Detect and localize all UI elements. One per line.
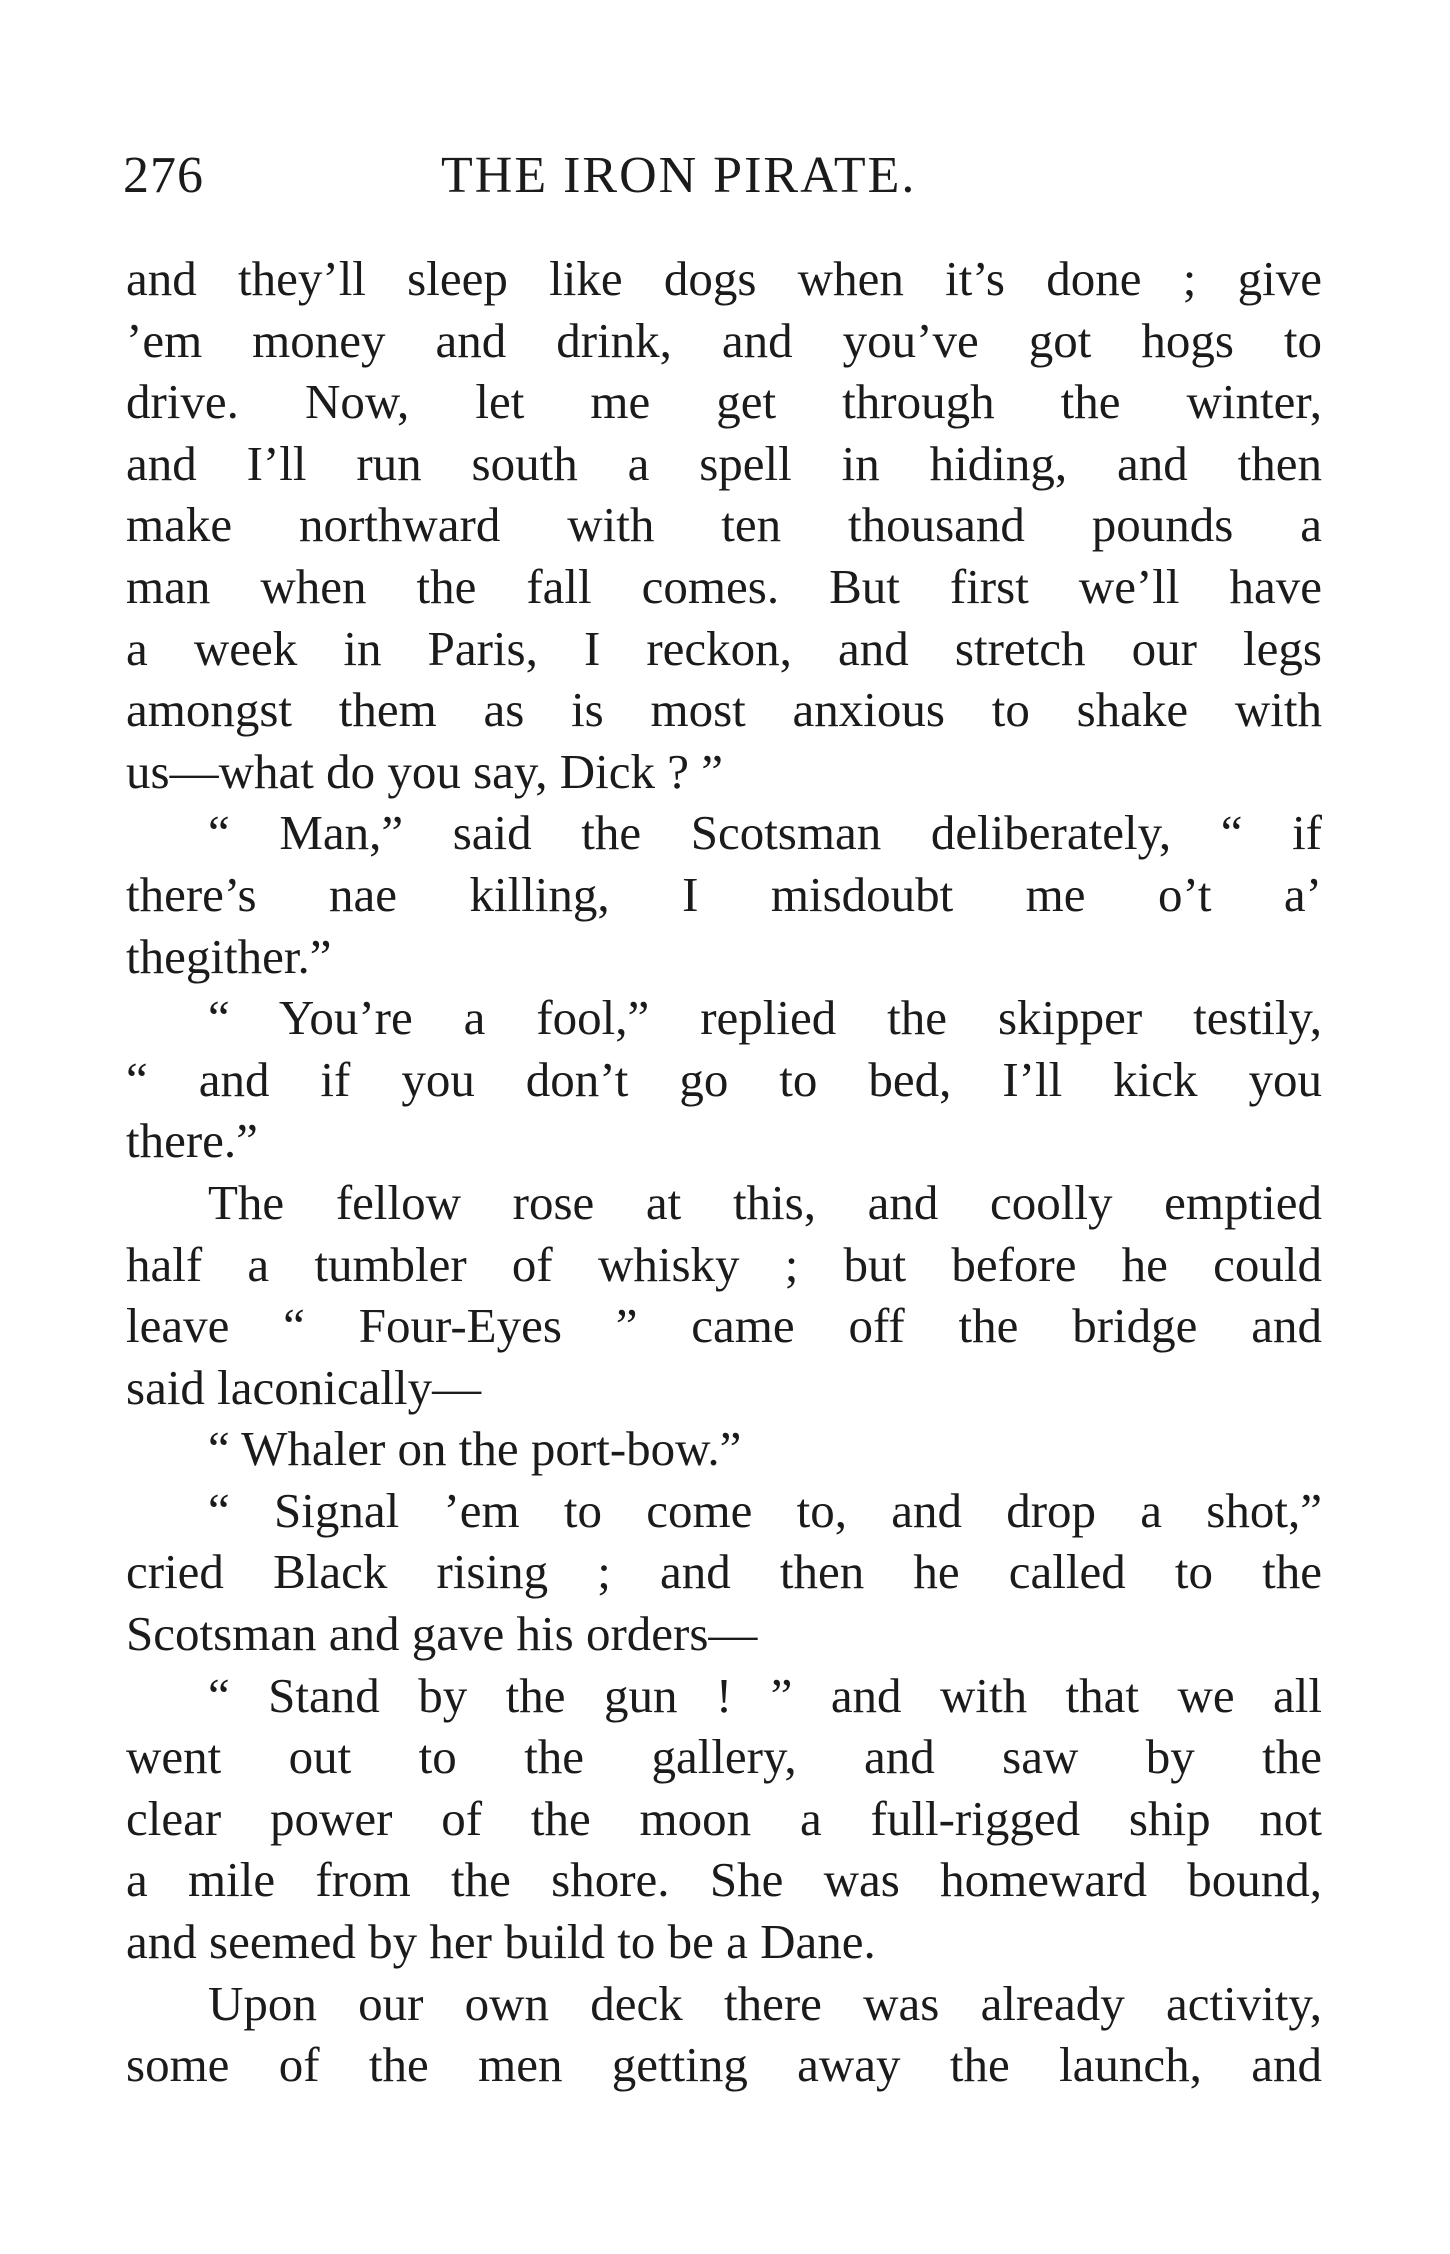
text-line: man when the fall comes. But first we’ll have <box>126 558 1322 614</box>
text-line: some of the men getting away the launch, and <box>126 2037 1322 2093</box>
text-line: half a tumbler of whisky ; but before he could <box>126 1236 1322 1292</box>
text-line: make northward with ten thousand pounds a <box>126 497 1322 553</box>
text-line: a mile from the shore. She was homeward bound, <box>126 1852 1322 1908</box>
text-line: leave “ Four-Eyes ” came off the bridge and <box>126 1298 1322 1354</box>
text-line: and seemed by her build to be a Dane. <box>126 1914 876 1970</box>
text-line: said laconically— <box>126 1359 482 1415</box>
text-line: went out to the gallery, and saw by the <box>126 1729 1322 1785</box>
page-header <box>123 146 1323 216</box>
text-line: amongst them as is most anxious to shake with <box>126 682 1322 738</box>
running-head: THE IRON PIRATE. <box>441 147 917 204</box>
text-line: The fellow rose at this, and coolly emptied <box>208 1174 1322 1230</box>
text-line: a week in Paris, I reckon, and stretch our legs <box>126 620 1322 676</box>
text-line: “ You’re a fool,” replied the skipper testily, <box>208 990 1322 1046</box>
text-line: ’em money and drink, and you’ve got hogs to <box>126 312 1322 368</box>
text-line: there’s nae killing, I misdoubt me o’t a’ <box>126 866 1322 922</box>
text-line: Scotsman and gave his orders— <box>126 1606 758 1662</box>
text-line: there.” <box>126 1113 258 1169</box>
text-line: clear power of the moon a full-rigged ship not <box>126 1790 1322 1846</box>
text-line: us—what do you say, Dick ? ” <box>126 743 723 799</box>
text-line: “ and if you don’t go to bed, I’ll kick you <box>126 1051 1322 1107</box>
text-line: “ Signal ’em to come to, and drop a shot,” <box>208 1482 1322 1538</box>
text-line: “ Whaler on the port-bow.” <box>208 1421 742 1477</box>
text-line: Upon our own deck there was already activity, <box>208 1975 1322 2031</box>
page-number: 276 <box>123 147 204 204</box>
text-line: “ Man,” said the Scotsman deliberately, “ if <box>208 805 1322 861</box>
body-text <box>126 248 1322 2096</box>
text-line: and they’ll sleep like dogs when it’s done ; give <box>126 251 1322 306</box>
text-line: cried Black rising ; and then he called to the <box>126 1544 1322 1600</box>
text-line: thegither.” <box>126 928 332 984</box>
text-line: “ Stand by the gun ! ” and with that we all <box>208 1667 1322 1723</box>
text-line: drive. Now, let me get through the winter, <box>126 374 1322 430</box>
text-line: and I’ll run south a spell in hiding, and then <box>126 435 1322 491</box>
